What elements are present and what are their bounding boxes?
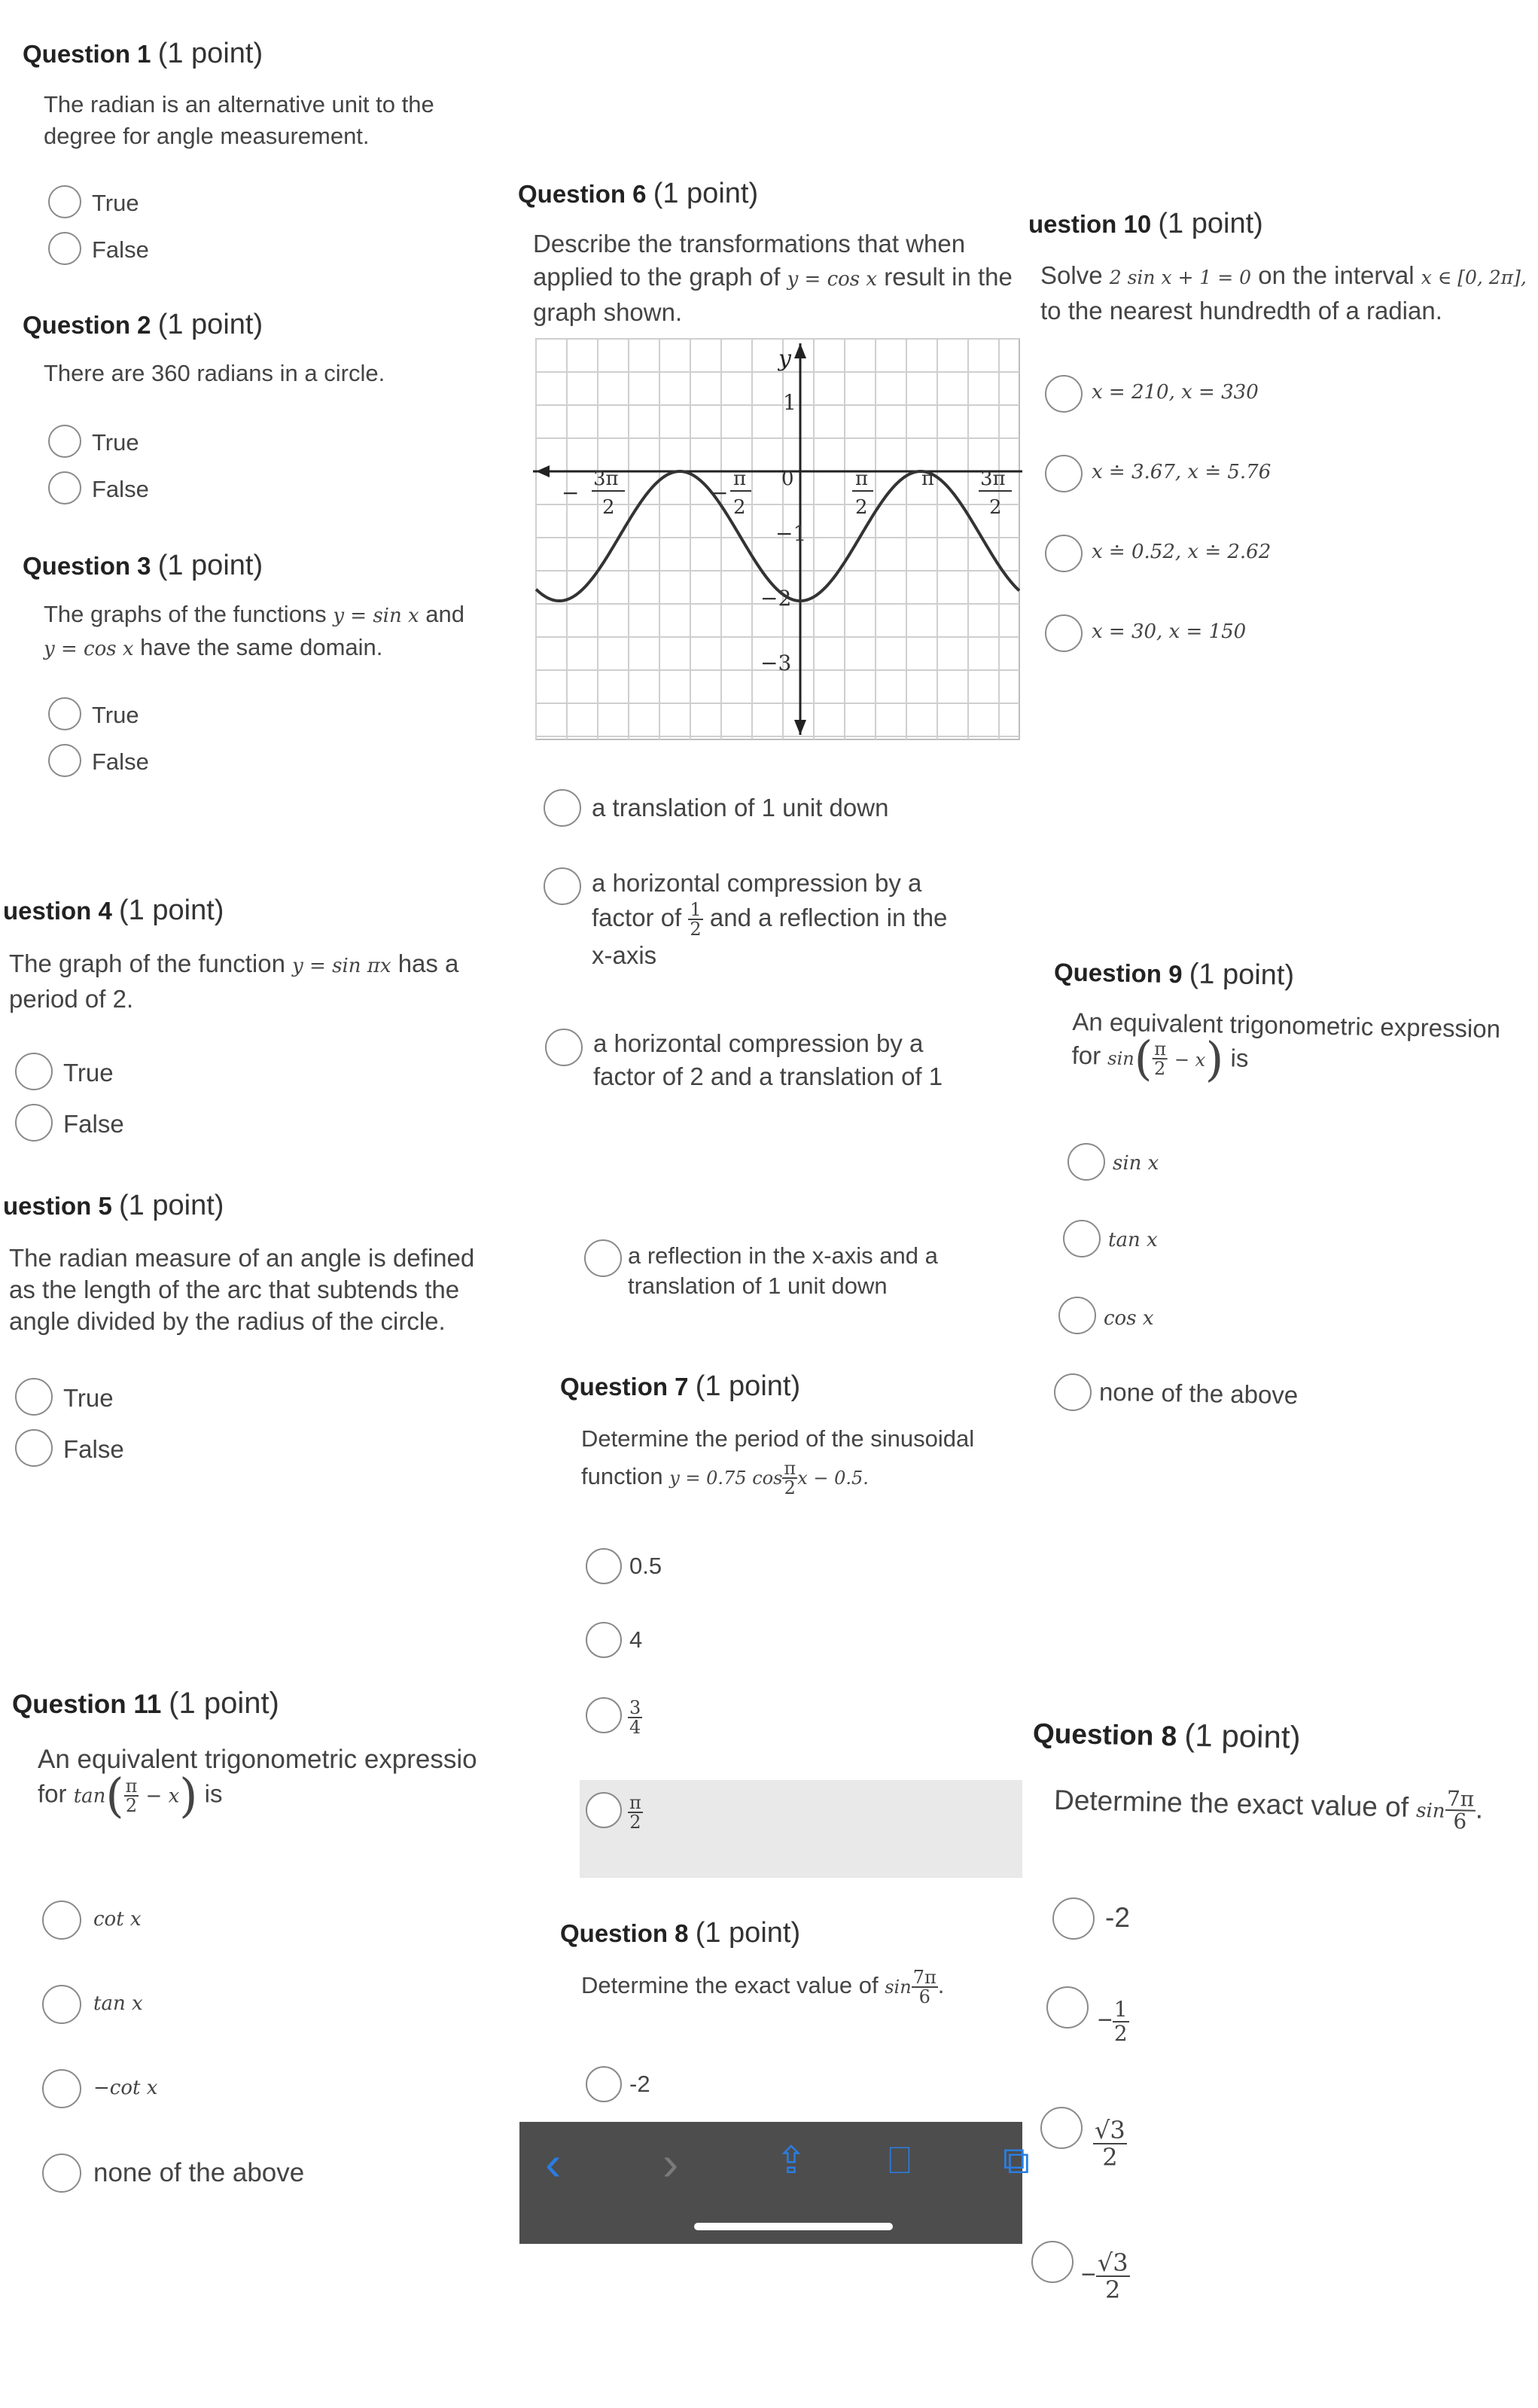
- q7-radio-3[interactable]: [586, 1697, 622, 1733]
- share-icon[interactable]: ⇪: [775, 2139, 807, 2181]
- q8a-radio-1[interactable]: [586, 2066, 622, 2102]
- q7-title: Question 7 (1 point): [560, 1370, 801, 1402]
- tick-pi-den-left: 2: [733, 496, 746, 519]
- q11-radio-3[interactable]: [42, 2069, 81, 2108]
- tick-neg-sign-2: −: [711, 480, 729, 505]
- q4-title: uestion 4 (1 point): [3, 895, 224, 926]
- q7-radio-2[interactable]: [586, 1622, 622, 1658]
- q1-radio-false[interactable]: [48, 232, 81, 265]
- tick-neg1: −1: [775, 521, 807, 546]
- q9-label-4: none of the above: [1098, 1377, 1299, 1410]
- q9-label-3: cos x: [1104, 1307, 1154, 1330]
- q8b-text: Determine the exact value of sin $\frac{7\pi}{6}$ .: [1053, 1784, 1484, 1834]
- q2-text: There are 360 radians in a circle.: [44, 360, 385, 386]
- q10-radio-3[interactable]: [1045, 535, 1083, 572]
- q9-text: An equivalent trigonometric expression for sin( $\frac{\pi}{2}$ − x) is: [1071, 1007, 1501, 1087]
- q4-radio-true[interactable]: [15, 1053, 53, 1090]
- q10-label-2: x ≐ 3.67, x ≐ 5.76: [1092, 461, 1272, 483]
- q3-radio-true[interactable]: [48, 697, 81, 730]
- q6-radio-4[interactable]: [584, 1239, 622, 1277]
- tabs-icon[interactable]: ⧉: [1003, 2139, 1030, 2181]
- q4-radio-false[interactable]: [15, 1104, 53, 1142]
- q8a-text: Determine the exact value of sin $\frac{7\pi}{6}$ .: [581, 1967, 945, 2007]
- q8b-radio-1[interactable]: [1052, 1897, 1095, 1940]
- tick-neg2: −2: [760, 586, 792, 611]
- tick-pi-num-left: π: [733, 468, 747, 490]
- q6-radio-1[interactable]: [544, 789, 581, 827]
- q11-title: Question 11 (1 point): [12, 1687, 279, 1720]
- q11-text: An equivalent trigonometric expressio: [38, 1745, 477, 1774]
- tick-3pi-den-right: 2: [989, 496, 1002, 519]
- q4-label-true: True: [63, 1059, 114, 1087]
- q5-radio-false[interactable]: [15, 1429, 53, 1467]
- q6-text: Describe the transformations that when applied to the graph of y = cos x result in the graph shown.: [533, 230, 1013, 326]
- q11-label-4: none of the above: [93, 2158, 305, 2187]
- q8b-label-1: -2: [1105, 1902, 1130, 1933]
- q11-expression: for tan( $\frac{\pi}{2}$ − x) is: [38, 1768, 223, 1823]
- q10-text: Solve 2 sin x + 1 = 0 on the interval x ∈ [0, 2π], to the nearest hundredth of a radian.: [1040, 261, 1527, 325]
- forward-icon[interactable]: ›: [662, 2136, 679, 2190]
- q10-radio-4[interactable]: [1045, 614, 1083, 652]
- q2-radio-true[interactable]: [48, 425, 81, 458]
- tick-neg-sign-1: −: [562, 480, 580, 505]
- bookmarks-icon[interactable]: ⎕: [888, 2139, 911, 2181]
- tick-neg3: −3: [760, 651, 792, 675]
- q6-title: Question 6 (1 point): [518, 178, 759, 209]
- q10-radio-2[interactable]: [1045, 455, 1083, 492]
- q1-radio-true[interactable]: [48, 185, 81, 218]
- q2-radio-false[interactable]: [48, 471, 81, 504]
- back-icon[interactable]: ‹: [545, 2136, 562, 2190]
- q6-radio-2[interactable]: [544, 867, 581, 905]
- q10-title: uestion 10 (1 point): [1028, 208, 1263, 239]
- q8b-radio-4[interactable]: [1031, 2241, 1074, 2283]
- q5-label-true: True: [63, 1384, 114, 1412]
- q2-label-true: True: [92, 429, 139, 456]
- q6-label-1: a translation of 1 unit down: [592, 794, 889, 821]
- q9-label-2: tan x: [1108, 1229, 1158, 1251]
- y-label: y: [778, 346, 791, 372]
- q8b-radio-2[interactable]: [1046, 1986, 1089, 2029]
- q9-radio-1[interactable]: [1067, 1143, 1105, 1181]
- q9-radio-2[interactable]: [1063, 1220, 1101, 1257]
- q3-title: Question 3 (1 point): [23, 550, 263, 581]
- q8b-label-2: − $\frac{1}{2}$: [1098, 1997, 1128, 2046]
- q4-label-false: False: [63, 1110, 124, 1138]
- tick-pi-num-right: π: [855, 468, 869, 490]
- q8a-title: Question 8 (1 point): [560, 1917, 801, 1949]
- q5-label-false: False: [63, 1435, 124, 1463]
- q11-radio-1[interactable]: [42, 1900, 81, 1940]
- q4-text: The graph of the function y = sin πx has a period of 2.: [9, 949, 459, 1013]
- q9-radio-4[interactable]: [1054, 1373, 1092, 1411]
- q6-radio-3[interactable]: [545, 1029, 583, 1066]
- browser-toolbar: [519, 2122, 1030, 2244]
- q6-label-2: a horizontal compression by a factor of $\frac{1}{2}$ and a reflection in the x-axis: [592, 869, 948, 970]
- q9-title: Question 9 (1 point): [1053, 958, 1295, 992]
- q10-label-4: x = 30, x = 150: [1092, 620, 1247, 643]
- q1-label-true: True: [92, 190, 139, 216]
- q10-label-3: x ≐ 0.52, x ≐ 2.62: [1092, 541, 1272, 563]
- home-indicator: [694, 2223, 893, 2230]
- q11-radio-2[interactable]: [42, 1985, 81, 2024]
- q5-title: uestion 5 (1 point): [3, 1190, 224, 1221]
- q8b-title: Question 8 (1 point): [1032, 1717, 1302, 1755]
- q3-text: The graphs of the functions y = sin x and y = cos x have the same domain.: [44, 601, 465, 660]
- q3-radio-false[interactable]: [48, 744, 81, 777]
- q10-radio-1[interactable]: [1045, 375, 1083, 413]
- q2-label-false: False: [92, 476, 149, 502]
- tick-1: 1: [783, 390, 796, 415]
- q8a-label-1: -2: [629, 2071, 650, 2097]
- q2-title: Question 2 (1 point): [23, 309, 263, 340]
- q6-label-3: a horizontal compression by a factor of 2 and a translation of 1: [593, 1029, 943, 1090]
- q7-option-highlight: [580, 1780, 1022, 1878]
- q8b-radio-3[interactable]: [1040, 2107, 1083, 2149]
- q5-text: The radian measure of an angle is defined as the length of the arc that subtends the angle divided by the radius of the circle.: [9, 1244, 475, 1335]
- q8b-label-3: $\frac{√3}{2}$: [1095, 2116, 1125, 2172]
- q11-label-2: tan x: [93, 1992, 143, 2015]
- q11-radio-4[interactable]: [42, 2153, 81, 2193]
- q6-graph: [533, 336, 1022, 742]
- q1-label-false: False: [92, 236, 149, 263]
- q1-title: Question 1 (1 point): [23, 38, 263, 69]
- tick-pi-den-right: 2: [855, 496, 868, 519]
- q3-label-false: False: [92, 748, 149, 775]
- q7-radio-4[interactable]: [586, 1792, 622, 1828]
- q8b-label-4: − $\frac{√3}{2}$: [1081, 2248, 1128, 2304]
- q1-text: The radian is an alternative unit to the degree for angle measurement.: [44, 91, 434, 149]
- q7-label-3: $\frac{3}{4}$: [629, 1697, 641, 1738]
- q7-label-1: 0.5: [629, 1553, 662, 1579]
- tick-3pi-num-left: 3π: [593, 468, 619, 490]
- q3-label-true: True: [92, 702, 139, 728]
- q6-label-4: a reflection in the x-axis and a translation of 1 unit down: [628, 1242, 938, 1299]
- q11-label-1: cot x: [93, 1908, 142, 1931]
- q7-label-2: 4: [629, 1626, 643, 1653]
- q10-label-1: x = 210, x = 330: [1092, 381, 1259, 404]
- q7-label-4: $\frac{\pi}{2}$: [629, 1792, 641, 1833]
- q9-label-1: sin x: [1113, 1152, 1159, 1175]
- q7-radio-1[interactable]: [586, 1548, 622, 1584]
- q5-radio-true[interactable]: [15, 1378, 53, 1416]
- q11-label-3: −cot x: [93, 2077, 158, 2099]
- tick-3pi-num-right: 3π: [980, 468, 1006, 490]
- tick-zero: 0: [781, 468, 794, 490]
- tick-3pi-den-left: 2: [602, 496, 615, 519]
- tick-pi-right: π: [921, 468, 935, 490]
- q9-radio-3[interactable]: [1058, 1297, 1096, 1334]
- q7-text: Determine the period of the sinusoidal function y = 0.75 cos $\frac{\pi}{2}$ x − 0.5.: [581, 1425, 975, 1498]
